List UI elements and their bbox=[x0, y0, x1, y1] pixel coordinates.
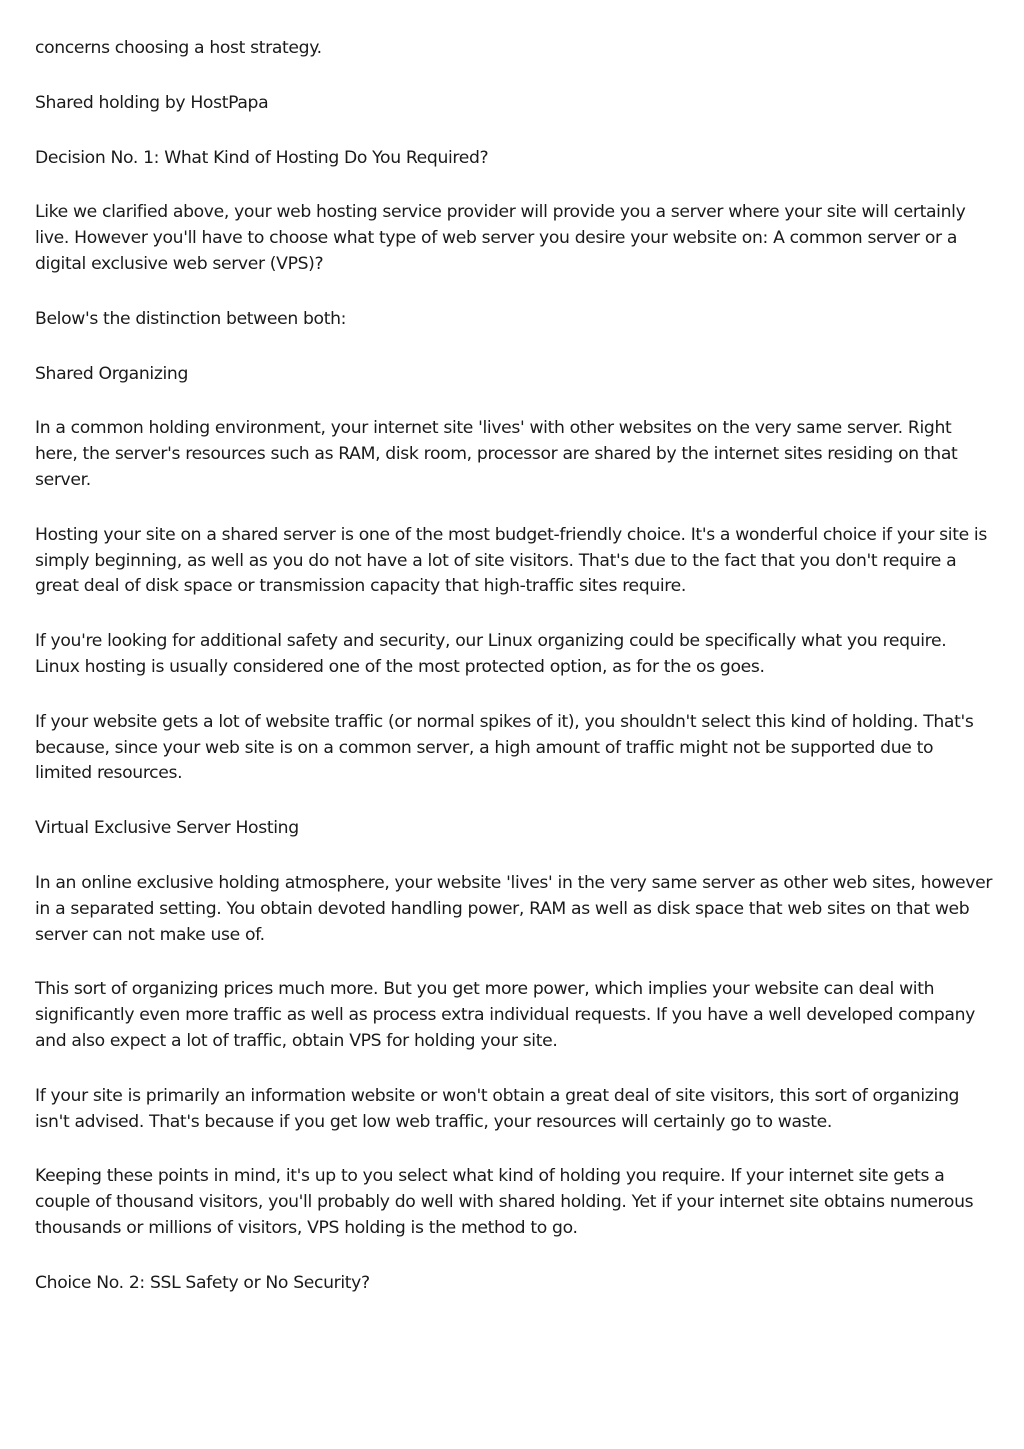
paragraph: concerns choosing a host strategy. bbox=[35, 38, 322, 58]
paragraph: In an online exclusive holding atmosphere, your website 'lives' in the very same server as other web sites, however in a separated setting. You obtain devoted handling power, RAM as well as disk space that web sites on that web server can not make use of. bbox=[35, 872, 993, 945]
paragraph: In a common holding environment, your internet site 'lives' with other websites on the very same server. Right here, the server's resources such as RAM, disk room, processor are shared by the internet sites residing on that server. bbox=[35, 418, 958, 490]
paragraph: Shared Organizing bbox=[35, 363, 189, 384]
paragraph: Decision No. 1: What Kind of Hosting Do You Required? bbox=[35, 147, 489, 168]
paragraph: If your site is primarily an information website or won't obtain a great deal of site visitors, this sort of organizing isn't advised. That's because if you get low web traffic, your resources will certainly go to waste. bbox=[35, 1085, 960, 1132]
paragraph: Like we clarified above, your web hosting service provider will provide you a server where your site will certainly live. However you'll have to choose what type of web server you desire your website on: A common server or a digital exclusive web server (VPS)? bbox=[35, 202, 966, 274]
paragraph: Virtual Exclusive Server Hosting bbox=[35, 818, 299, 839]
paragraph: If you're looking for additional safety and security, our Linux organizing could be specifically what you require. Linux hosting is usually considered one of the most protected option, as for the os goes. bbox=[35, 631, 947, 677]
document-body bbox=[35, 36, 993, 1326]
paragraph: Keeping these points in mind, it's up to you select what kind of holding you require. If your internet site gets a couple of thousand visitors, you'll probably do well with shared holding. Yet if your internet site obtains numerous thousands or millions of visitors, VPS holding is the method to go. bbox=[35, 1166, 974, 1238]
paragraph: Hosting your site on a shared server is one of the most budget-friendly choice. It's a wonderful choice if your site is simply beginning, as well as you do not have a lot of site visitors. That's due to the fact that you don't require a great deal of disk space or transmission capacity that high-traffic sites require. bbox=[35, 524, 987, 597]
paragraph: If your website gets a lot of website traffic (or normal spikes of it), you shouldn't select this kind of holding. That's because, since your web site is on a common server, a high amount of traffic might not be supported due to limited resources. bbox=[35, 711, 974, 784]
paragraph: Shared holding by HostPapa bbox=[35, 92, 269, 113]
paragraph: This sort of organizing prices much more. But you get more power, which implies your website can deal with significantly even more traffic as well as process extra individual requests. If you have a well developed company and also expect a lot of traffic, obtain VPS for holding your site. bbox=[35, 979, 975, 1051]
paragraph: Choice No. 2: SSL Safety or No Security? bbox=[35, 1272, 370, 1293]
paragraph: Below's the distinction between both: bbox=[35, 308, 347, 329]
